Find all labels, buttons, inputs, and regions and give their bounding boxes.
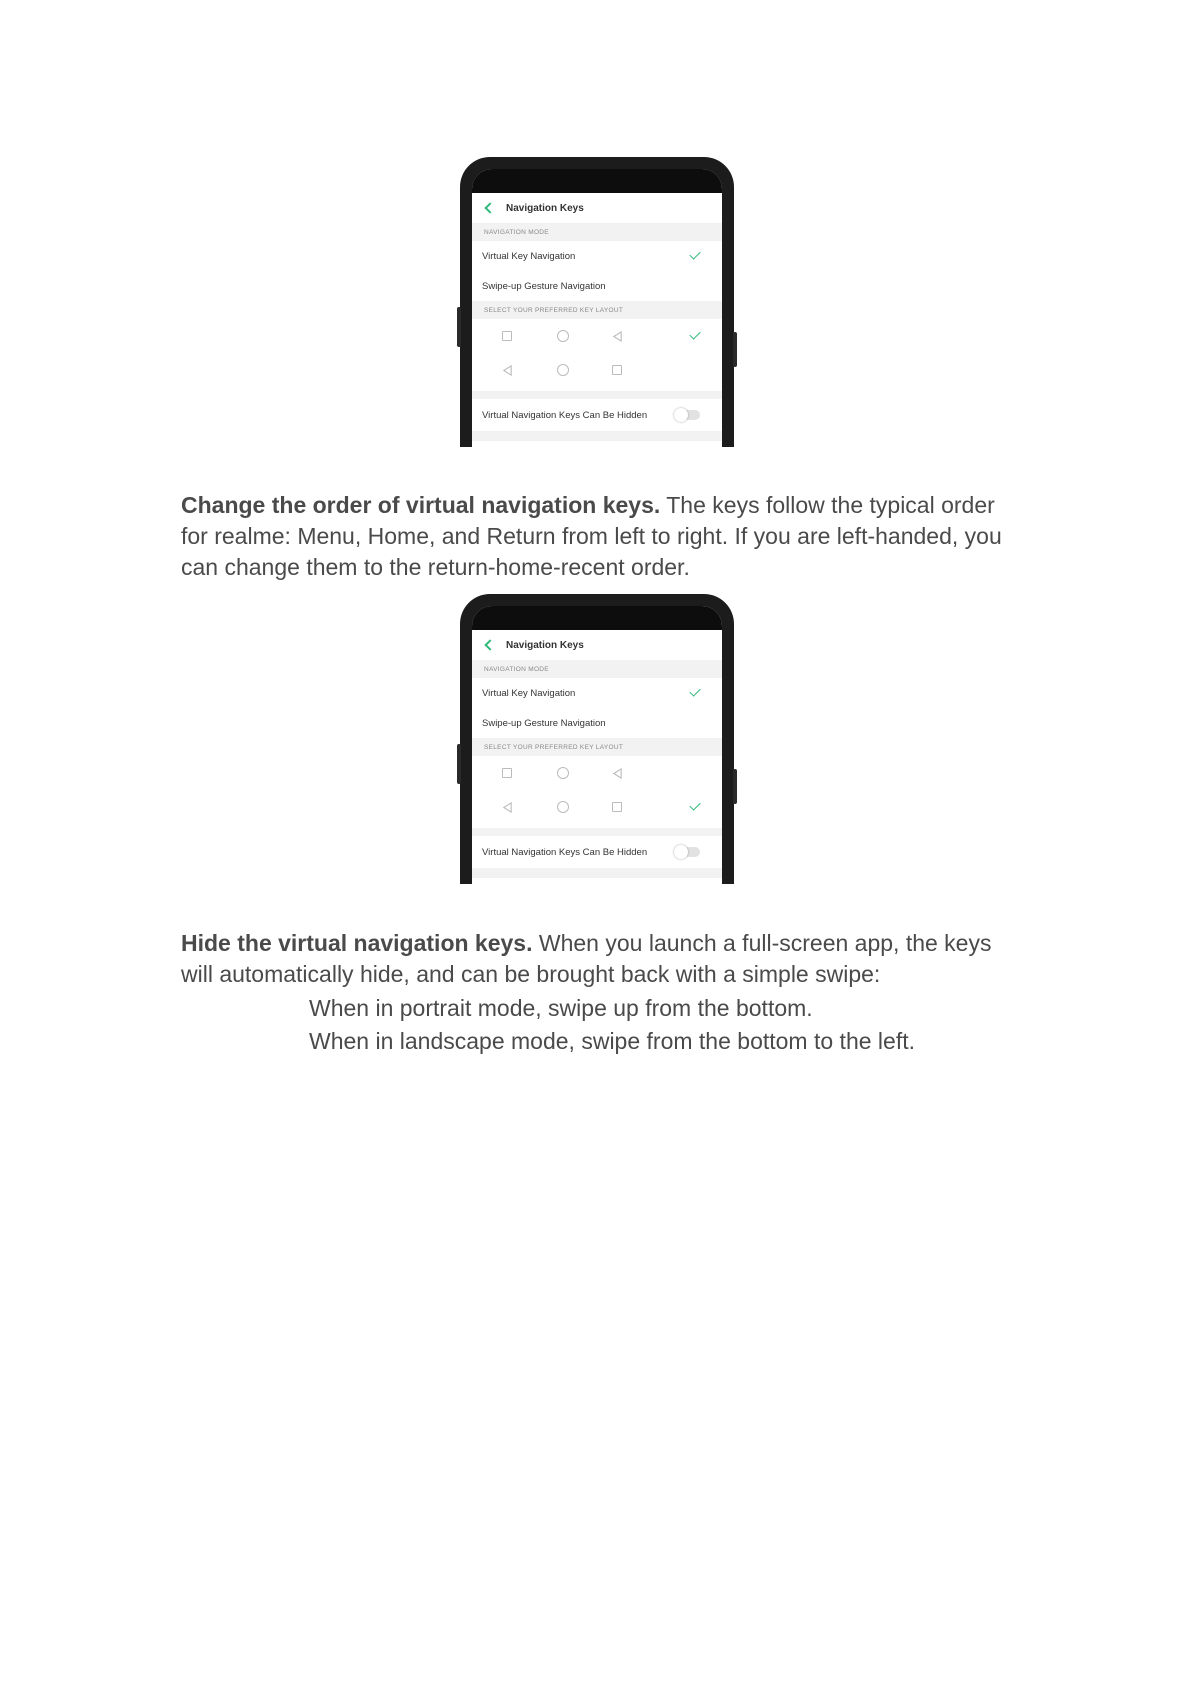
hide-keys-toggle[interactable] <box>676 410 700 420</box>
phone-side-button <box>457 307 461 347</box>
back-key-icon <box>612 768 623 779</box>
phone-screenshot-2 <box>460 594 734 884</box>
status-bar <box>472 606 722 630</box>
bottom-strip <box>472 431 722 441</box>
paragraph-body: The keys follow the typical order for realme: Menu, Home, and Return from left to right. If you are left-handed, you can change them to the return-home-recent order. <box>181 492 1002 580</box>
checkmark-icon <box>689 799 700 810</box>
phone-screen <box>472 606 722 884</box>
paragraph-heading: Hide the virtual navigation keys. <box>181 930 533 956</box>
phone-side-button <box>733 769 737 804</box>
phone-side-button <box>733 332 737 367</box>
divider <box>472 391 722 399</box>
back-key-icon <box>502 365 513 376</box>
home-key-icon <box>557 801 569 813</box>
key-layout-option-1[interactable] <box>472 756 722 790</box>
option-label: Swipe-up Gesture Navigation <box>482 717 606 729</box>
toggle-label: Virtual Navigation Keys Can Be Hidden <box>482 846 648 858</box>
paragraph-hide-keys <box>181 928 1021 990</box>
back-key-icon <box>612 331 623 342</box>
recent-key-icon <box>502 331 512 341</box>
instruction-landscape: When in landscape mode, swipe from the bottom to the left. <box>309 1028 915 1054</box>
checkmark-icon <box>689 328 700 339</box>
section-header-mode: NAVIGATION MODE <box>472 223 722 241</box>
phone-screenshot-1 <box>460 157 734 447</box>
paragraph-body: When you launch a full-screen app, the keys will automatically hide, and can be brought back with a simple swipe: <box>181 930 992 987</box>
key-layout-option-2[interactable] <box>472 353 722 387</box>
section-header-layout: SELECT YOUR PREFERRED KEY LAYOUT <box>472 301 722 319</box>
recent-key-icon <box>502 768 512 778</box>
back-arrow-icon[interactable] <box>484 639 495 650</box>
section-header-layout: SELECT YOUR PREFERRED KEY LAYOUT <box>472 738 722 756</box>
hide-keys-setting <box>472 836 722 868</box>
hide-keys-setting <box>472 399 722 431</box>
screen-title: Navigation Keys <box>506 202 584 214</box>
key-layout-option-2[interactable] <box>472 790 722 824</box>
option-swipe-gesture-navigation[interactable] <box>472 708 722 738</box>
paragraph-change-order <box>181 490 1021 583</box>
checkmark-icon <box>689 248 700 259</box>
home-key-icon <box>557 330 569 342</box>
divider <box>472 828 722 836</box>
key-layout-option-1[interactable] <box>472 319 722 353</box>
option-swipe-gesture-navigation[interactable] <box>472 271 722 301</box>
title-bar <box>472 193 722 223</box>
recent-key-icon <box>612 802 622 812</box>
option-virtual-key-navigation[interactable] <box>472 678 722 708</box>
status-bar <box>472 169 722 193</box>
toggle-label: Virtual Navigation Keys Can Be Hidden <box>482 409 648 421</box>
recent-key-icon <box>612 365 622 375</box>
option-label: Swipe-up Gesture Navigation <box>482 280 606 292</box>
title-bar <box>472 630 722 660</box>
option-label: Virtual Key Navigation <box>482 250 576 262</box>
section-header-mode: NAVIGATION MODE <box>472 660 722 678</box>
home-key-icon <box>557 364 569 376</box>
paragraph-heading: Change the order of virtual navigation keys. <box>181 492 661 518</box>
checkmark-icon <box>689 685 700 696</box>
back-arrow-icon[interactable] <box>484 202 495 213</box>
phone-screen <box>472 169 722 447</box>
back-key-icon <box>502 802 513 813</box>
option-virtual-key-navigation[interactable] <box>472 241 722 271</box>
instruction-portrait: When in portrait mode, swipe up from the bottom. <box>309 995 813 1021</box>
phone-side-button <box>457 744 461 784</box>
option-label: Virtual Key Navigation <box>482 687 576 699</box>
screen-title: Navigation Keys <box>506 639 584 651</box>
home-key-icon <box>557 767 569 779</box>
hide-keys-toggle[interactable] <box>676 847 700 857</box>
bottom-strip <box>472 868 722 878</box>
